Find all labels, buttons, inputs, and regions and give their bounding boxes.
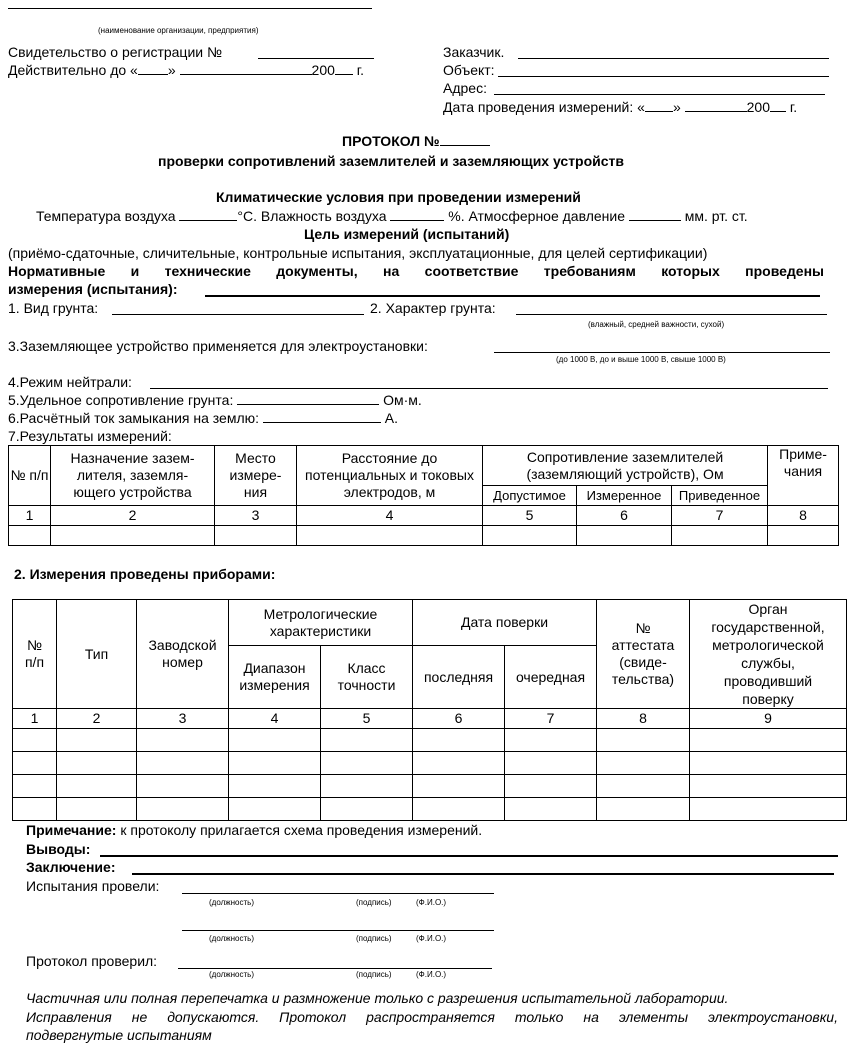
climate-line (36, 208, 748, 224)
t1-header-reduced: Приведенное (672, 486, 768, 506)
temp-label: Температура воздуха (36, 208, 176, 224)
table-cell[interactable] (57, 798, 137, 821)
table-cell[interactable] (13, 798, 57, 821)
tested-by-label: Испытания провели: (26, 878, 160, 894)
table-cell[interactable] (229, 752, 321, 775)
date-day-field[interactable] (645, 99, 673, 112)
table-cell[interactable] (413, 752, 505, 775)
table-cell[interactable] (321, 798, 413, 821)
soil-type-field[interactable] (112, 302, 364, 315)
conclusions-label: Выводы: (26, 841, 91, 857)
valid-year: 200 (311, 62, 335, 78)
resistivity-unit: Ом·м. (383, 392, 422, 408)
customer-label: Заказчик. (443, 44, 505, 60)
t2-num-cell: 3 (137, 709, 229, 729)
disclaimer-line2: Исправления не допускаются. Протокол распространяется только на элементы электроустановки, (26, 1009, 838, 1025)
normative-line1: Нормативные и технические документы, на соответствие требованиям которых проведены (8, 263, 824, 279)
t2-num-cell: 9 (690, 709, 847, 729)
t2-header-authority: Орган государственной, метрологической службы, проводивший поверку (690, 600, 847, 709)
table-row[interactable] (13, 775, 847, 798)
soil-char-field[interactable] (516, 302, 827, 315)
valid-day-field[interactable] (138, 62, 168, 75)
position-caption: (должность) (209, 934, 254, 943)
t2-header-serial: Заводской номер (137, 600, 229, 709)
table-cell[interactable] (13, 752, 57, 775)
note-line (26, 822, 482, 838)
ground-device-hint: (до 1000 В, до и выше 1000 В, свыше 1000 В) (556, 355, 726, 364)
table-row[interactable] (9, 526, 839, 546)
valid-month-field[interactable] (180, 62, 312, 75)
t2-num-cell: 7 (505, 709, 597, 729)
t2-number-row (13, 709, 847, 729)
t2-header-next: очередная (505, 646, 597, 709)
table-cell[interactable] (768, 526, 839, 546)
checked-by-label: Протокол проверил: (26, 953, 158, 969)
t1-num-cell: 2 (51, 506, 215, 526)
table-cell[interactable] (505, 775, 597, 798)
t1-header-notes: Приме-чания (768, 446, 839, 506)
ground-device-label: 3.Заземляющее устройство применяется для электроустановки: (8, 338, 428, 354)
table-cell[interactable] (597, 729, 690, 752)
protocol-title-text: ПРОТОКОЛ № (342, 133, 440, 149)
t1-header-place: Место измере-ния (215, 446, 297, 506)
customer-field[interactable] (518, 46, 829, 59)
verdict-label: Заключение: (26, 859, 116, 875)
current-field[interactable] (263, 410, 381, 423)
date-text: Дата проведения измерений: « (443, 99, 645, 115)
table-cell[interactable] (690, 729, 847, 752)
t1-num-cell: 6 (577, 506, 672, 526)
t1-header-allowed: Допустимое (483, 486, 577, 506)
table-cell[interactable] (690, 798, 847, 821)
registration-number-field[interactable] (258, 46, 374, 59)
t1-header-purpose: Назначение зазем-лителя, заземля-ющего устройства (51, 446, 215, 506)
t2-header-type: Тип (57, 600, 137, 709)
t1-num-cell: 5 (483, 506, 577, 526)
table-cell[interactable] (672, 526, 768, 546)
date-mid: » (672, 99, 681, 115)
t2-header-range: Диапазон измерения (229, 646, 321, 709)
ground-device-field[interactable] (494, 340, 830, 353)
current-label (8, 410, 398, 426)
note-text: к протоколу прилагается схема проведения измерений. (116, 822, 483, 838)
table-cell[interactable] (690, 752, 847, 775)
table-cell[interactable] (413, 775, 505, 798)
instruments-table (12, 599, 847, 821)
table-row[interactable] (13, 729, 847, 752)
object-label: Объект: (443, 62, 495, 78)
date-suffix: г. (786, 99, 798, 115)
soil-type-label: 1. Вид грунта: (8, 300, 99, 316)
disclaimer-line3: подвергнутые испытаниям (26, 1027, 212, 1043)
table-cell[interactable] (321, 752, 413, 775)
normative-field[interactable] (205, 283, 820, 297)
table-cell[interactable] (297, 526, 483, 546)
t1-header-measured: Измеренное (577, 486, 672, 506)
table-cell[interactable] (229, 729, 321, 752)
note-label: Примечание: (26, 822, 117, 838)
t2-num-cell: 4 (229, 709, 321, 729)
t1-num-cell: 3 (215, 506, 297, 526)
resistivity-label (8, 392, 422, 408)
valid-until-label (8, 62, 364, 78)
table-cell[interactable] (577, 526, 672, 546)
t2-num-cell: 6 (413, 709, 505, 729)
table-cell[interactable] (57, 729, 137, 752)
date-month-field[interactable] (685, 99, 747, 112)
tested-by-field-2[interactable] (182, 918, 494, 931)
tested-by-field-1[interactable] (182, 881, 494, 894)
table-cell[interactable] (690, 775, 847, 798)
org-name-caption: (наименование организации, предприятия) (98, 26, 259, 35)
table-cell[interactable] (321, 729, 413, 752)
purpose-heading: Цель измерений (испытаний) (304, 226, 510, 242)
humidity-unit: %. Атмосферное давление (448, 208, 625, 224)
results-label: 7.Результаты измерений: (8, 428, 172, 444)
table-cell[interactable] (57, 775, 137, 798)
t1-number-row (9, 506, 839, 526)
t2-header-num: № п/п (13, 600, 57, 709)
signature-caption: (подпись) (356, 898, 392, 907)
t2-num-cell: 8 (597, 709, 690, 729)
normative-line2: измерения (испытания): (8, 281, 178, 297)
t2-header-check: Дата поверки (413, 600, 597, 646)
date-year: 200 (746, 99, 770, 115)
table-cell[interactable] (215, 526, 297, 546)
table-cell[interactable] (413, 729, 505, 752)
t2-header-last: последняя (413, 646, 505, 709)
t1-num-cell: 1 (9, 506, 51, 526)
climate-heading: Климатические условия при проведении измерений (216, 189, 581, 205)
instruments-heading: 2. Измерения проведены приборами: (14, 566, 276, 582)
table-cell[interactable] (483, 526, 577, 546)
date-label (443, 99, 797, 115)
t2-header-cert: № аттестата (свиде-тельства) (597, 600, 690, 709)
table-cell[interactable] (505, 752, 597, 775)
position-caption: (должность) (209, 970, 254, 979)
purpose-options: (приёмо-сдаточные, сличительные, контрольные испытания, эксплуатационные, для целей сертификации) (8, 245, 708, 261)
name-caption: (Ф.И.О.) (416, 970, 447, 979)
t2-num-cell: 5 (321, 709, 413, 729)
table-cell[interactable] (505, 798, 597, 821)
conclusions-field[interactable] (100, 843, 838, 857)
table-cell[interactable] (597, 798, 690, 821)
protocol-number-field[interactable] (440, 133, 490, 146)
protocol-subtitle: проверки сопротивлений заземлителей и заземляющих устройств (158, 153, 625, 169)
valid-mid: » (167, 62, 176, 78)
table-cell[interactable] (13, 729, 57, 752)
verdict-field[interactable] (132, 861, 834, 875)
soil-char-hint: (влажный, средней важности, сухой) (588, 320, 725, 329)
disclaimer-line1: Частичная или полная перепечатка и размножение только с разрешения испытательной лаборатории. (26, 990, 729, 1006)
pressure-field[interactable] (629, 208, 681, 221)
protocol-title (342, 133, 490, 149)
registration-text: Свидетельство о регистрации № (8, 44, 222, 60)
table-cell[interactable] (229, 775, 321, 798)
registration-label (8, 44, 222, 60)
table-cell[interactable] (57, 752, 137, 775)
signature-caption: (подпись) (356, 934, 392, 943)
table-cell[interactable] (505, 729, 597, 752)
table-cell[interactable] (137, 798, 229, 821)
table-cell[interactable] (413, 798, 505, 821)
table-cell[interactable] (51, 526, 215, 546)
name-caption: (Ф.И.О.) (416, 934, 447, 943)
t2-header-class: Класс точности (321, 646, 413, 709)
t1-num-cell: 7 (672, 506, 768, 526)
valid-until-text: Действительно до « (8, 62, 138, 78)
org-name-line[interactable] (8, 8, 372, 9)
valid-suffix: г. (352, 62, 365, 78)
address-field[interactable] (494, 82, 825, 95)
date-year-field[interactable] (770, 99, 786, 112)
position-caption: (должность) (209, 898, 254, 907)
results-table (8, 445, 839, 546)
valid-year-field[interactable] (335, 62, 353, 75)
table-cell[interactable] (13, 775, 57, 798)
soil-char-label: 2. Характер грунта: (370, 300, 496, 316)
checked-by-field[interactable] (178, 956, 492, 969)
t2-num-cell: 2 (57, 709, 137, 729)
table-row[interactable] (13, 752, 847, 775)
temp-field[interactable] (179, 208, 237, 221)
neutral-label: 4.Режим нейтрали: (8, 374, 132, 390)
address-label: Адрес: (443, 80, 487, 96)
humidity-field[interactable] (390, 208, 444, 221)
table-cell[interactable] (229, 798, 321, 821)
table-row[interactable] (13, 798, 847, 821)
table-cell[interactable] (137, 752, 229, 775)
table-cell[interactable] (597, 775, 690, 798)
name-caption: (Ф.И.О.) (416, 898, 447, 907)
resistivity-field[interactable] (237, 392, 379, 405)
current-unit: А. (384, 410, 399, 426)
t1-header-distance: Расстояние до потенциальных и токовых электродов, м (297, 446, 483, 506)
table-cell[interactable] (321, 775, 413, 798)
neutral-field[interactable] (150, 376, 828, 389)
t2-header-metro: Метрологические характеристики (229, 600, 413, 646)
object-field[interactable] (498, 64, 829, 77)
t1-num-cell: 8 (768, 506, 839, 526)
resistivity-text: 5.Удельное сопротивление грунта: (8, 392, 234, 408)
t1-header-resistance: Сопротивление заземлителей (заземляющий устройств), Ом (483, 446, 768, 486)
table-cell[interactable] (137, 729, 229, 752)
t1-header-num: № п/п (9, 446, 51, 506)
table-cell[interactable] (597, 752, 690, 775)
table-cell[interactable] (137, 775, 229, 798)
t2-num-cell: 1 (13, 709, 57, 729)
temp-unit: °С. Влажность воздуха (237, 208, 387, 224)
current-text: 6.Расчётный ток замыкания на землю: (8, 410, 260, 426)
table-cell[interactable] (9, 526, 51, 546)
t1-num-cell: 4 (297, 506, 483, 526)
signature-caption: (подпись) (356, 970, 392, 979)
pressure-unit: мм. рт. ст. (684, 208, 748, 224)
